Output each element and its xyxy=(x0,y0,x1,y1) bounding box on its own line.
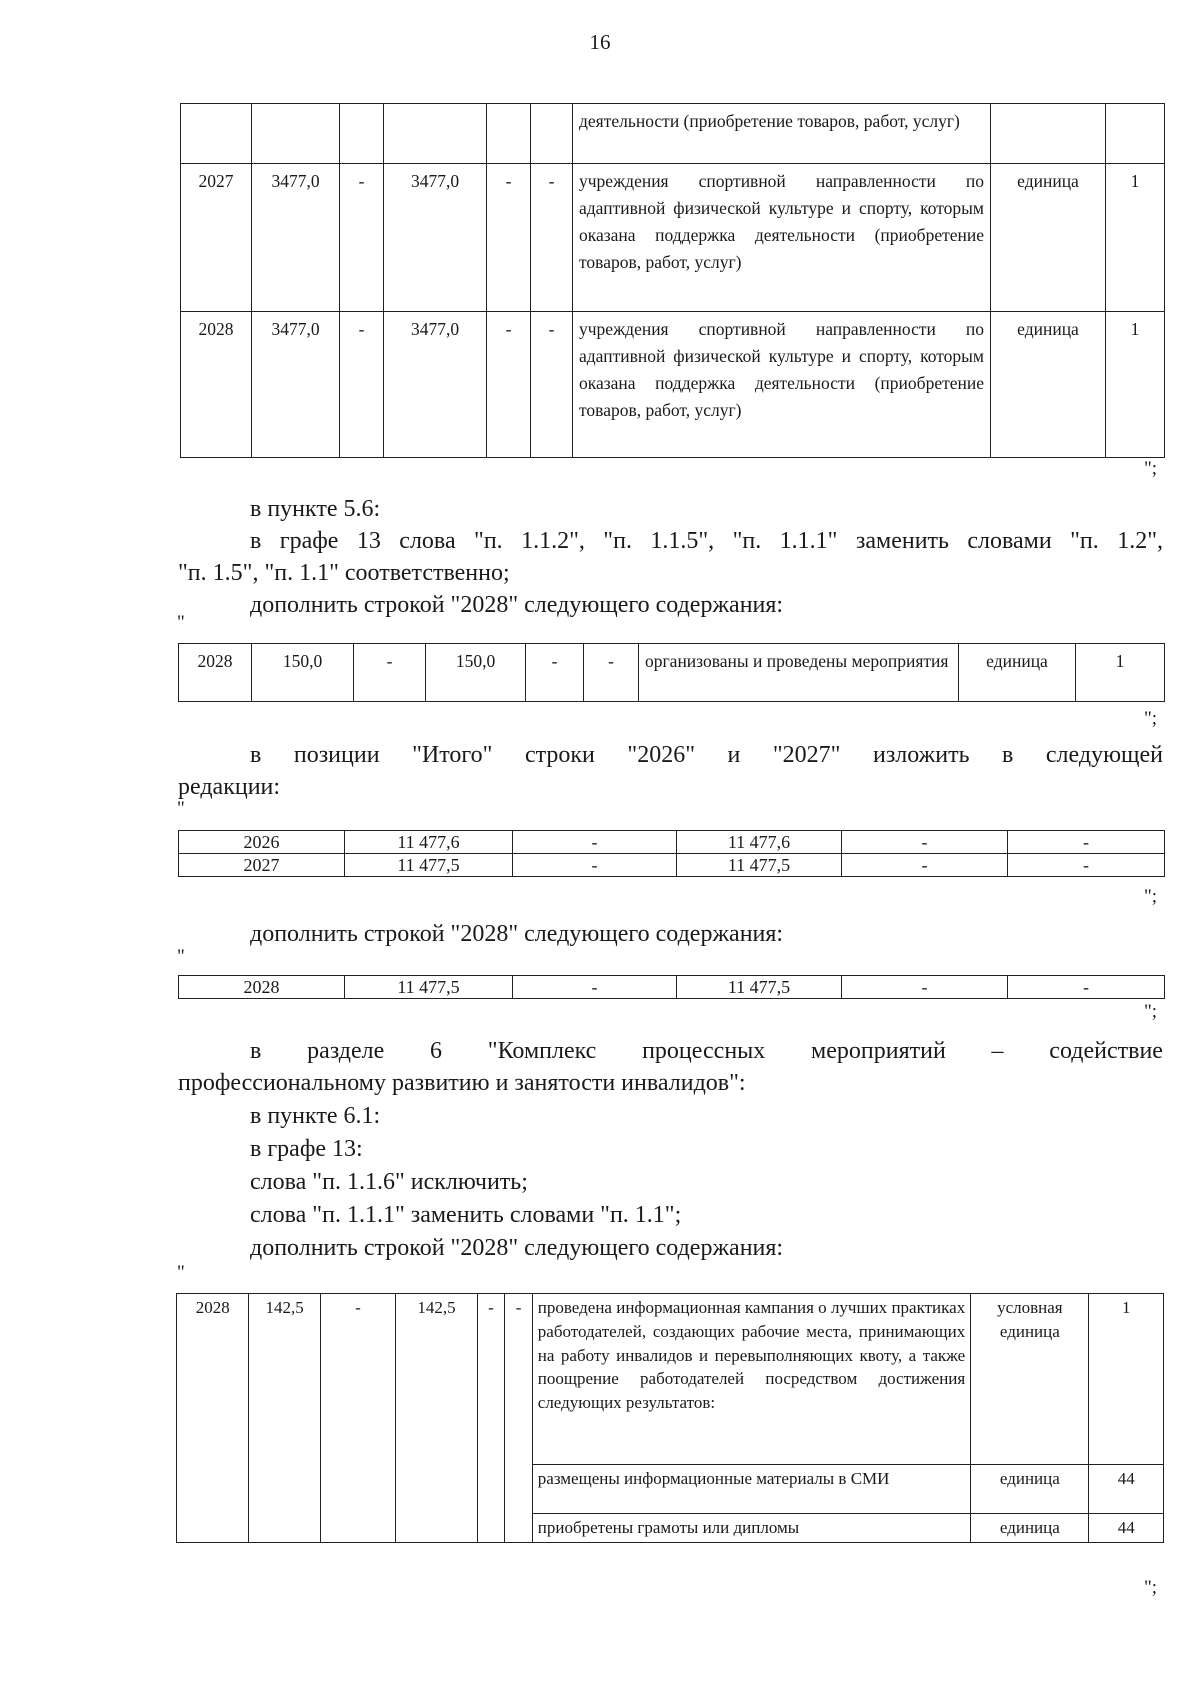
table-totals xyxy=(178,830,1165,877)
value-cell xyxy=(384,104,487,164)
table-row xyxy=(179,644,1165,702)
word: изложить xyxy=(872,742,970,768)
word: "2026" xyxy=(627,742,695,768)
table-row xyxy=(179,976,1165,999)
opening-quote: " xyxy=(177,1262,185,1283)
opening-quote: " xyxy=(177,798,185,819)
word: "2027" xyxy=(772,742,841,768)
word: строки xyxy=(524,742,595,768)
result-cell: учреждения спортивной направленности по адаптивной физической культуре и спорту, которым оказана поддержка деятельности (приобретение товаров, работ, услуг) xyxy=(573,312,991,458)
year-cell: 2027 xyxy=(181,164,252,312)
value-cell: - xyxy=(354,644,426,702)
opening-quote: " xyxy=(177,612,185,633)
value-cell: - xyxy=(531,312,573,458)
target-value-cell: 44 xyxy=(1089,1465,1164,1514)
word: мероприятий xyxy=(811,1038,946,1064)
paragraph-line: "п. 1.5", "п. 1.1" соответственно; xyxy=(178,560,510,586)
year-cell xyxy=(181,104,252,164)
total-cell: 11 477,5 xyxy=(345,854,513,877)
value-cell: - xyxy=(526,644,584,702)
word: в xyxy=(250,742,262,768)
table-totals-2028 xyxy=(178,975,1165,999)
table-row xyxy=(177,1294,1164,1465)
paragraph-line: в графе 13: xyxy=(250,1136,363,1162)
paragraph-line: редакции: xyxy=(178,774,281,800)
total-cell: 3477,0 xyxy=(252,164,340,312)
word: и xyxy=(727,742,741,768)
closing-quote: "; xyxy=(1144,708,1158,729)
value-cell: - xyxy=(531,164,573,312)
value-cell: - xyxy=(487,312,531,458)
total-cell: 11 477,6 xyxy=(345,831,513,854)
result-cell: организованы и проведены мероприятия xyxy=(639,644,959,702)
paragraph-line: профессиональному развитию и занятости инвалидов": xyxy=(178,1070,746,1096)
total-cell: 150,0 xyxy=(252,644,354,702)
paragraph-line: слова "п. 1.1.6" исключить; xyxy=(250,1169,528,1195)
target-value-cell: 1 xyxy=(1106,164,1165,312)
unit-cell: единица xyxy=(991,164,1106,312)
word: позиции xyxy=(293,742,380,768)
word: процессных xyxy=(642,1038,766,1064)
unit-cell: единица xyxy=(971,1465,1089,1514)
year-cell: 2028 xyxy=(179,644,252,702)
result-cell: учреждения спортивной направленности по адаптивной физической культуре и спорту, которым оказана поддержка деятельности (приобретение товаров, работ, услуг) xyxy=(573,164,991,312)
word: разделе xyxy=(307,1038,385,1064)
target-value-cell: 1 xyxy=(1106,312,1165,458)
value-cell: - xyxy=(340,164,384,312)
value-cell: - xyxy=(340,312,384,458)
year-cell: 2026 xyxy=(179,831,345,854)
paragraph-line: в пункте 5.6: xyxy=(250,496,381,522)
value-cell: - xyxy=(1008,831,1165,854)
value-cell: 142,5 xyxy=(396,1294,478,1543)
closing-quote: "; xyxy=(1144,886,1158,907)
value-cell xyxy=(487,104,531,164)
value-cell: - xyxy=(487,164,531,312)
value-cell: 150,0 xyxy=(426,644,526,702)
total-cell: 142,5 xyxy=(249,1294,320,1543)
table-row xyxy=(179,854,1165,877)
result-cell: размещены информационные материалы в СМИ xyxy=(532,1465,970,1514)
paragraph-line: дополнить строкой "2028" следующего содержания: xyxy=(250,592,784,618)
value-cell: - xyxy=(1008,976,1165,999)
word: содействие xyxy=(1049,1038,1163,1064)
table-continuation xyxy=(180,103,1165,458)
target-value-cell: 1 xyxy=(1076,644,1165,702)
year-cell: 2028 xyxy=(177,1294,249,1543)
value-cell xyxy=(340,104,384,164)
value-cell: 11 477,5 xyxy=(677,854,842,877)
word: в xyxy=(250,1038,262,1064)
value-cell: - xyxy=(505,1294,533,1543)
value-cell: - xyxy=(842,831,1008,854)
value-cell: - xyxy=(584,644,639,702)
table-row-2028-events xyxy=(178,643,1165,702)
year-cell: 2028 xyxy=(181,312,252,458)
table-row xyxy=(181,164,1165,312)
paragraph-line: в пункте 6.1: xyxy=(250,1103,381,1129)
value-cell: 11 477,5 xyxy=(677,976,842,999)
closing-quote: "; xyxy=(1144,458,1158,479)
word: "Итого" xyxy=(412,742,493,768)
target-value-cell: 44 xyxy=(1089,1514,1164,1543)
value-cell: - xyxy=(842,976,1008,999)
value-cell: - xyxy=(320,1294,395,1543)
paragraph-line: в графе 13 слова "п. 1.1.2", "п. 1.1.5", "п. 1.1.1" заменить словами "п. 1.2", xyxy=(250,528,1163,554)
word: 6 xyxy=(430,1038,443,1064)
word: – xyxy=(991,1038,1004,1064)
table-row-2028-campaign xyxy=(176,1293,1164,1543)
unit-cell xyxy=(991,104,1106,164)
opening-quote: " xyxy=(177,946,185,967)
table-row xyxy=(179,831,1165,854)
total-cell: 3477,0 xyxy=(252,312,340,458)
page-number: 16 xyxy=(589,30,611,54)
result-cell: приобретены грамоты или дипломы xyxy=(532,1514,970,1543)
closing-quote: "; xyxy=(1144,1577,1158,1598)
value-cell: - xyxy=(513,831,677,854)
paragraph-line: дополнить строкой "2028" следующего содержания: xyxy=(250,1235,784,1261)
unit-cell: единица xyxy=(959,644,1076,702)
paragraph-line-justified xyxy=(250,739,1163,771)
year-cell: 2028 xyxy=(179,976,345,999)
year-cell: 2027 xyxy=(179,854,345,877)
result-cell: проведена информационная кампания о лучших практиках работодателей, создающих рабочие места, принимающих на работу инвалидов и перевыполняющих квоту, а также поощрение работодателей посредством достижения следующих результатов: xyxy=(532,1294,970,1465)
word: в xyxy=(1002,742,1014,768)
closing-quote: "; xyxy=(1144,1001,1158,1022)
value-cell: - xyxy=(1008,854,1165,877)
value-cell: 3477,0 xyxy=(384,164,487,312)
value-cell xyxy=(531,104,573,164)
total-cell xyxy=(252,104,340,164)
value-cell: - xyxy=(513,976,677,999)
table-row xyxy=(181,312,1165,458)
paragraph-line-justified xyxy=(250,1035,1163,1067)
target-value-cell xyxy=(1106,104,1165,164)
table-row xyxy=(181,104,1165,164)
value-cell: - xyxy=(513,854,677,877)
value-cell: - xyxy=(477,1294,505,1543)
value-cell: 11 477,6 xyxy=(677,831,842,854)
word: следующей xyxy=(1045,742,1163,768)
total-cell: 11 477,5 xyxy=(345,976,513,999)
target-value-cell: 1 xyxy=(1089,1294,1164,1465)
unit-cell: единица xyxy=(991,312,1106,458)
unit-cell: условная единица xyxy=(971,1294,1089,1465)
value-cell: 3477,0 xyxy=(384,312,487,458)
paragraph-line: дополнить строкой "2028" следующего содержания: xyxy=(250,921,784,947)
paragraph-line: слова "п. 1.1.1" заменить словами "п. 1.1"; xyxy=(250,1202,682,1228)
result-cell: деятельности (приобретение товаров, работ, услуг) xyxy=(573,104,991,164)
value-cell: - xyxy=(842,854,1008,877)
word: "Комплекс xyxy=(487,1038,597,1064)
unit-cell: единица xyxy=(971,1514,1089,1543)
